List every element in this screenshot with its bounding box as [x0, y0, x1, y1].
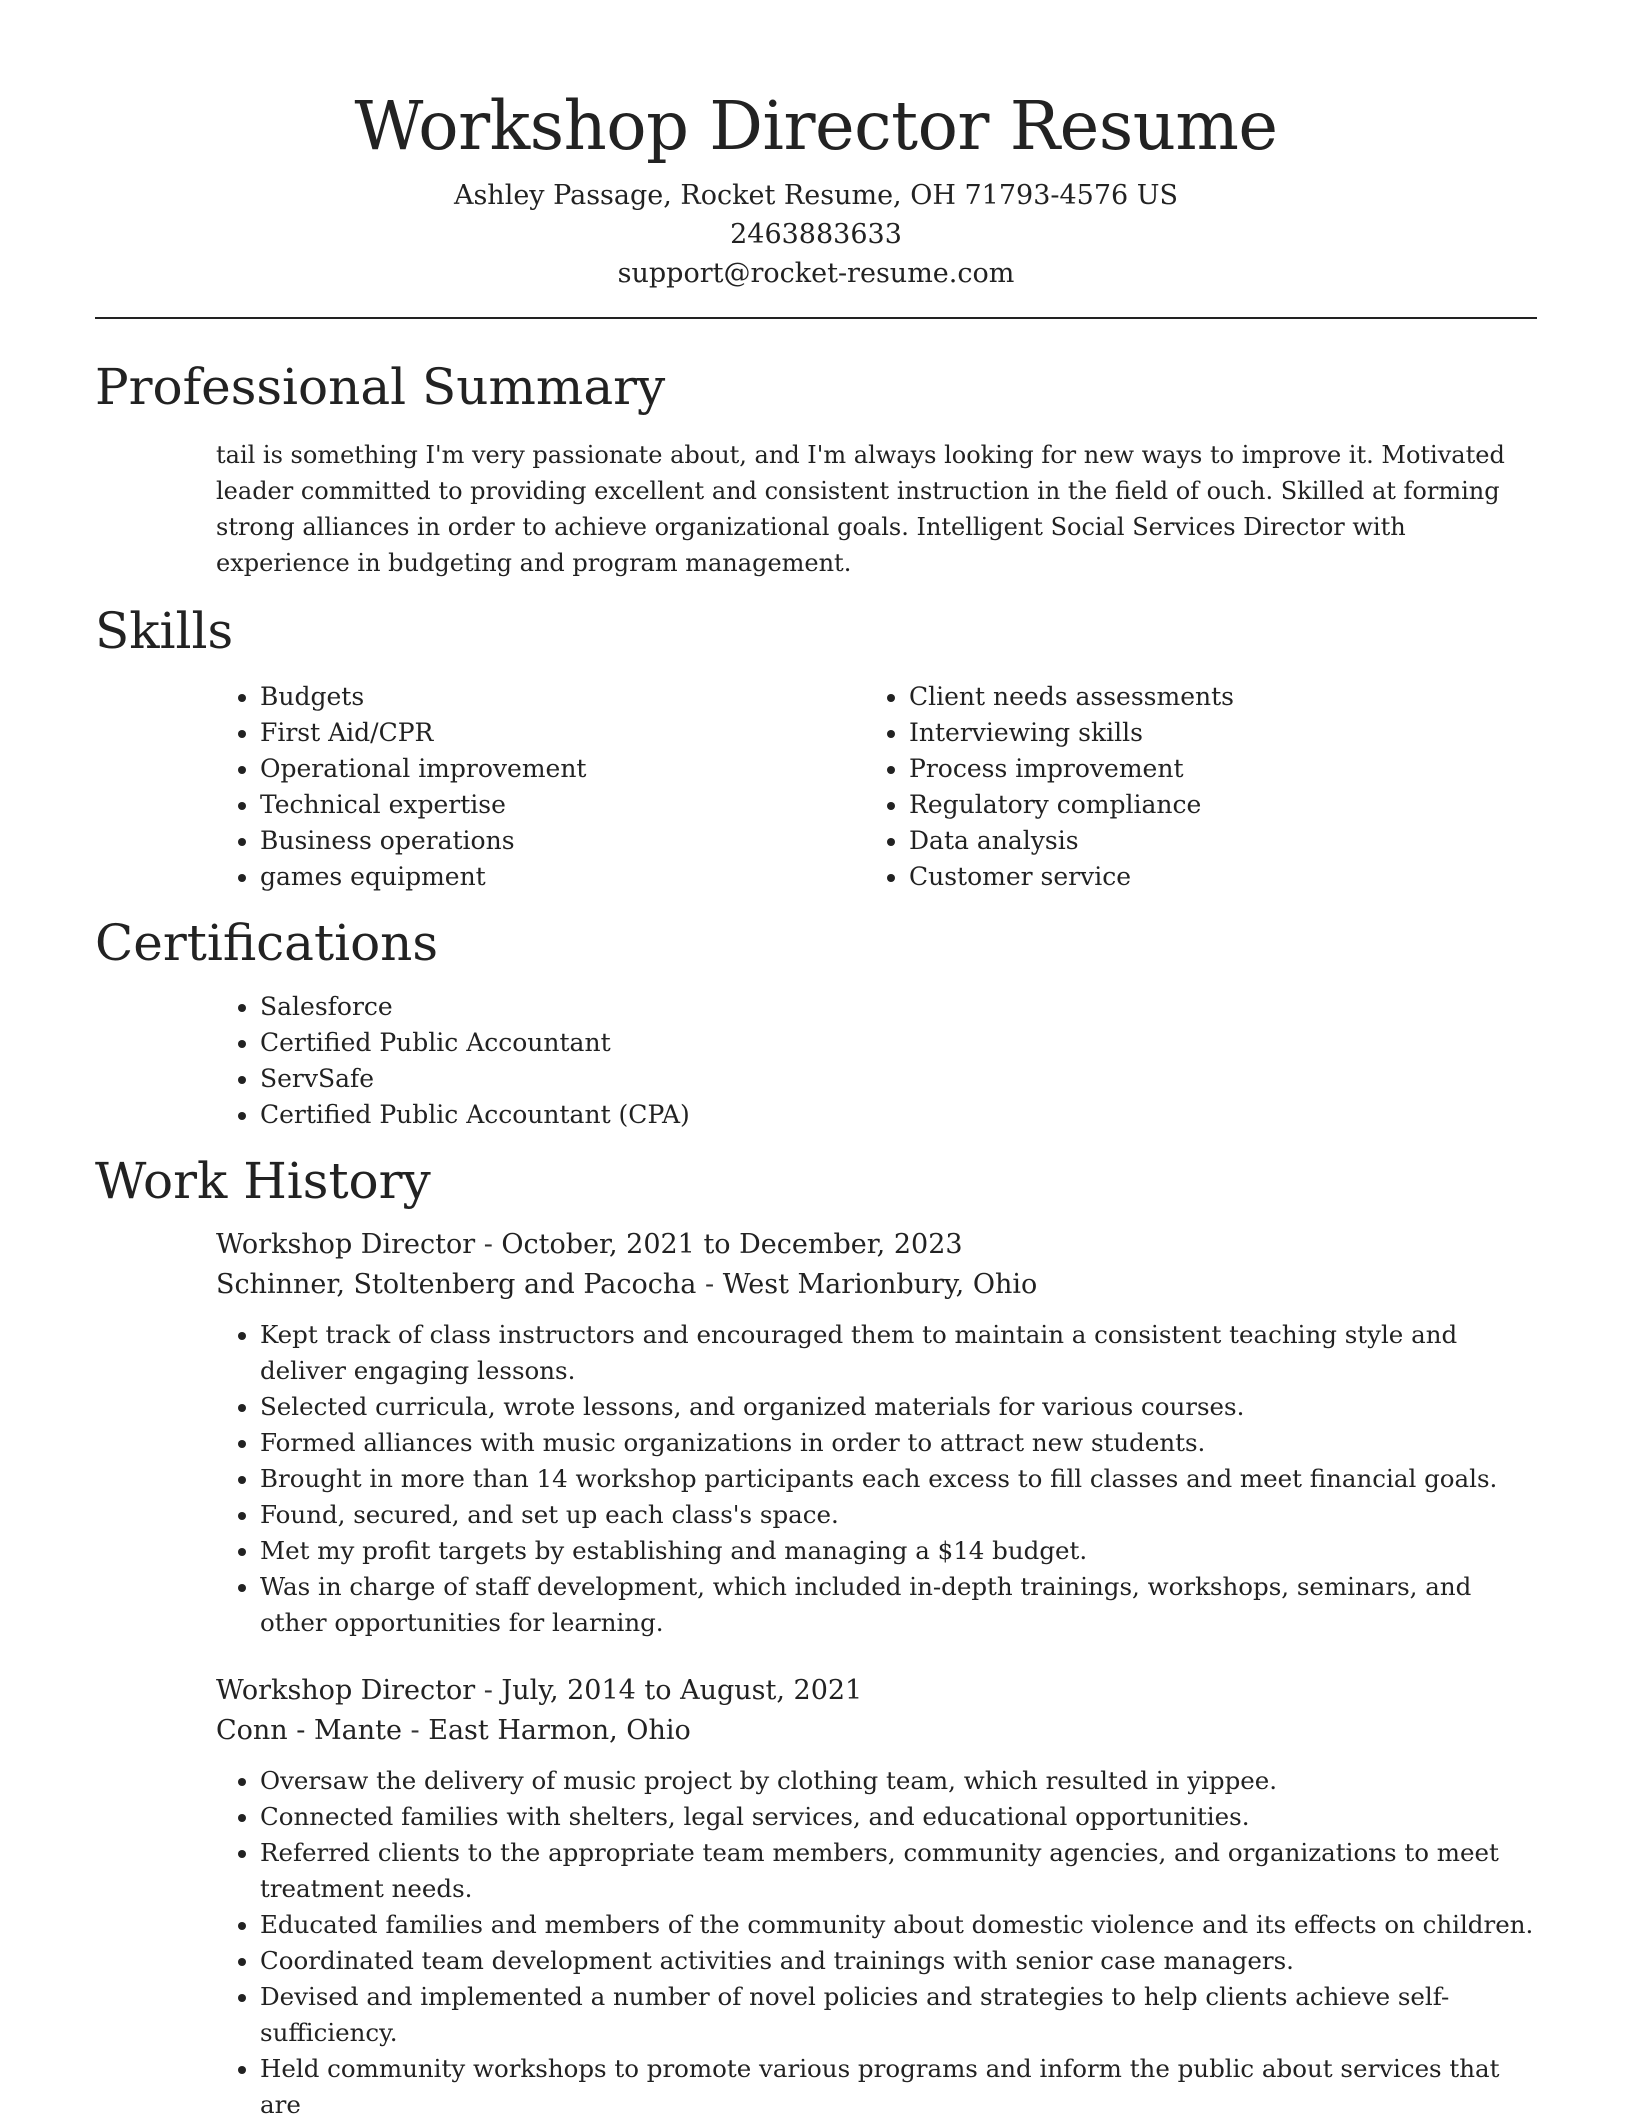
separator: - [696, 1269, 723, 1300]
skill-item: • Technical expertise [260, 787, 865, 823]
job-bullet: • Oversaw the delivery of music project by clothing team, which resulted in yippee. [260, 1763, 1540, 1799]
summary-text: tail is something I'm very passionate about, and I'm always looking for new ways to improve it. Motivated leader committed to providing excellent and consistent instruction in the field of ouch. Skilled at forming strong alliances in order to achieve organizational goals. Intelligent Social Services Director with experience in budgeting and program management. [216, 441, 1505, 577]
job-bullets [216, 1317, 1540, 1641]
job-title-line [216, 1225, 1537, 1265]
phone: 2463883633 [730, 219, 902, 250]
job-bullet: • Connected families with shelters, legal services, and educational opportunities. [260, 1799, 1540, 1835]
separator: - [475, 1675, 502, 1706]
certification-item: • Certified Public Accountant [260, 1025, 1537, 1061]
job-title: Workshop Director [216, 1229, 476, 1260]
skill-item: • Process improvement [909, 751, 1514, 787]
address: Ashley Passage, Rocket Resume, OH 71793-4576 US [453, 180, 1179, 211]
job-bullet: • Selected curricula, wrote lessons, and organized materials for various courses. [260, 1389, 1540, 1425]
skill-item: • Operational improvement [260, 751, 865, 787]
job-bullet: • Coordinated team development activities and trainings with senior case managers. [260, 1943, 1540, 1979]
job-title-line [216, 1671, 1537, 1711]
job-entry [216, 1225, 1537, 1641]
job-bullet: • Educated families and members of the community about domestic violence and its effects on children. [260, 1907, 1540, 1943]
certifications-heading: Certifications [95, 914, 439, 972]
job-company-line [216, 1265, 1537, 1305]
separator: - [475, 1229, 502, 1260]
skill-item: • Regulatory compliance [909, 787, 1514, 823]
skill-item: • Data analysis [909, 823, 1514, 859]
resume-title: Workshop Director Resume [354, 87, 1278, 165]
job-location: West Marionbury, Ohio [722, 1269, 1038, 1300]
summary-heading: Professional Summary [95, 358, 666, 416]
certification-item: • ServSafe [260, 1061, 1537, 1097]
job-bullet: • Referred clients to the appropriate team members, community agencies, and organizations to meet treatment needs. [260, 1835, 1540, 1907]
job-bullet: • Devised and implemented a number of novel policies and strategies to help clients achieve self-sufficiency. [260, 1979, 1540, 2051]
work-history [216, 1225, 1537, 2123]
skill-item: • Client needs assessments [909, 679, 1514, 715]
separator: - [401, 1715, 429, 1746]
job-entry [216, 1671, 1537, 2123]
skills-column-right [865, 679, 1514, 895]
job-title: Workshop Director [216, 1675, 476, 1706]
skills-column-left [216, 679, 865, 895]
skill-item: • Business operations [260, 823, 865, 859]
skill-item: • Budgets [260, 679, 865, 715]
job-bullet: • Brought in more than 14 workshop participants each excess to fill classes and meet financial goals. [260, 1461, 1540, 1497]
skill-item: • First Aid/CPR [260, 715, 865, 751]
skill-item: • games equipment [260, 859, 865, 895]
work-history-heading: Work History [95, 1152, 431, 1210]
job-bullet: • Met my profit targets by establishing and managing a $14 budget. [260, 1533, 1540, 1569]
certification-item: • Certified Public Accountant (CPA) [260, 1097, 1537, 1133]
job-bullet: • Was in charge of staff development, which included in-depth trainings, workshops, seminars, and other opportunities for learning. [260, 1569, 1540, 1641]
job-company-line [216, 1711, 1537, 1751]
header-divider [95, 317, 1537, 319]
skills-heading: Skills [95, 602, 234, 660]
skill-item: • Customer service [909, 859, 1514, 895]
resume-page [95, 0, 1537, 2123]
certification-item: • Salesforce [260, 989, 1537, 1025]
skill-item: • Interviewing skills [909, 715, 1514, 751]
job-company: Conn - Mante [216, 1715, 402, 1746]
job-dates: July, 2014 to August, 2021 [501, 1675, 863, 1706]
job-bullet: • Formed alliances with music organizations in order to attract new students. [260, 1425, 1540, 1461]
job-company: Schinner, Stoltenberg and Pacocha [216, 1269, 697, 1300]
job-bullet: • Held community workshops to promote various programs and inform the public about services that are [260, 2051, 1540, 2123]
certifications-list [216, 989, 1537, 1133]
job-location: East Harmon, Ohio [428, 1715, 691, 1746]
job-bullet: • Kept track of class instructors and encouraged them to maintain a consistent teaching style and deliver engaging lessons. [260, 1317, 1540, 1389]
skills-list [216, 679, 1537, 895]
job-dates: October, 2021 to December, 2023 [501, 1229, 963, 1260]
email: support@rocket-resume.com [617, 258, 1015, 289]
job-bullets [216, 1763, 1540, 2123]
job-bullet: • Found, secured, and set up each class's space. [260, 1497, 1540, 1533]
contact-block [95, 176, 1537, 293]
